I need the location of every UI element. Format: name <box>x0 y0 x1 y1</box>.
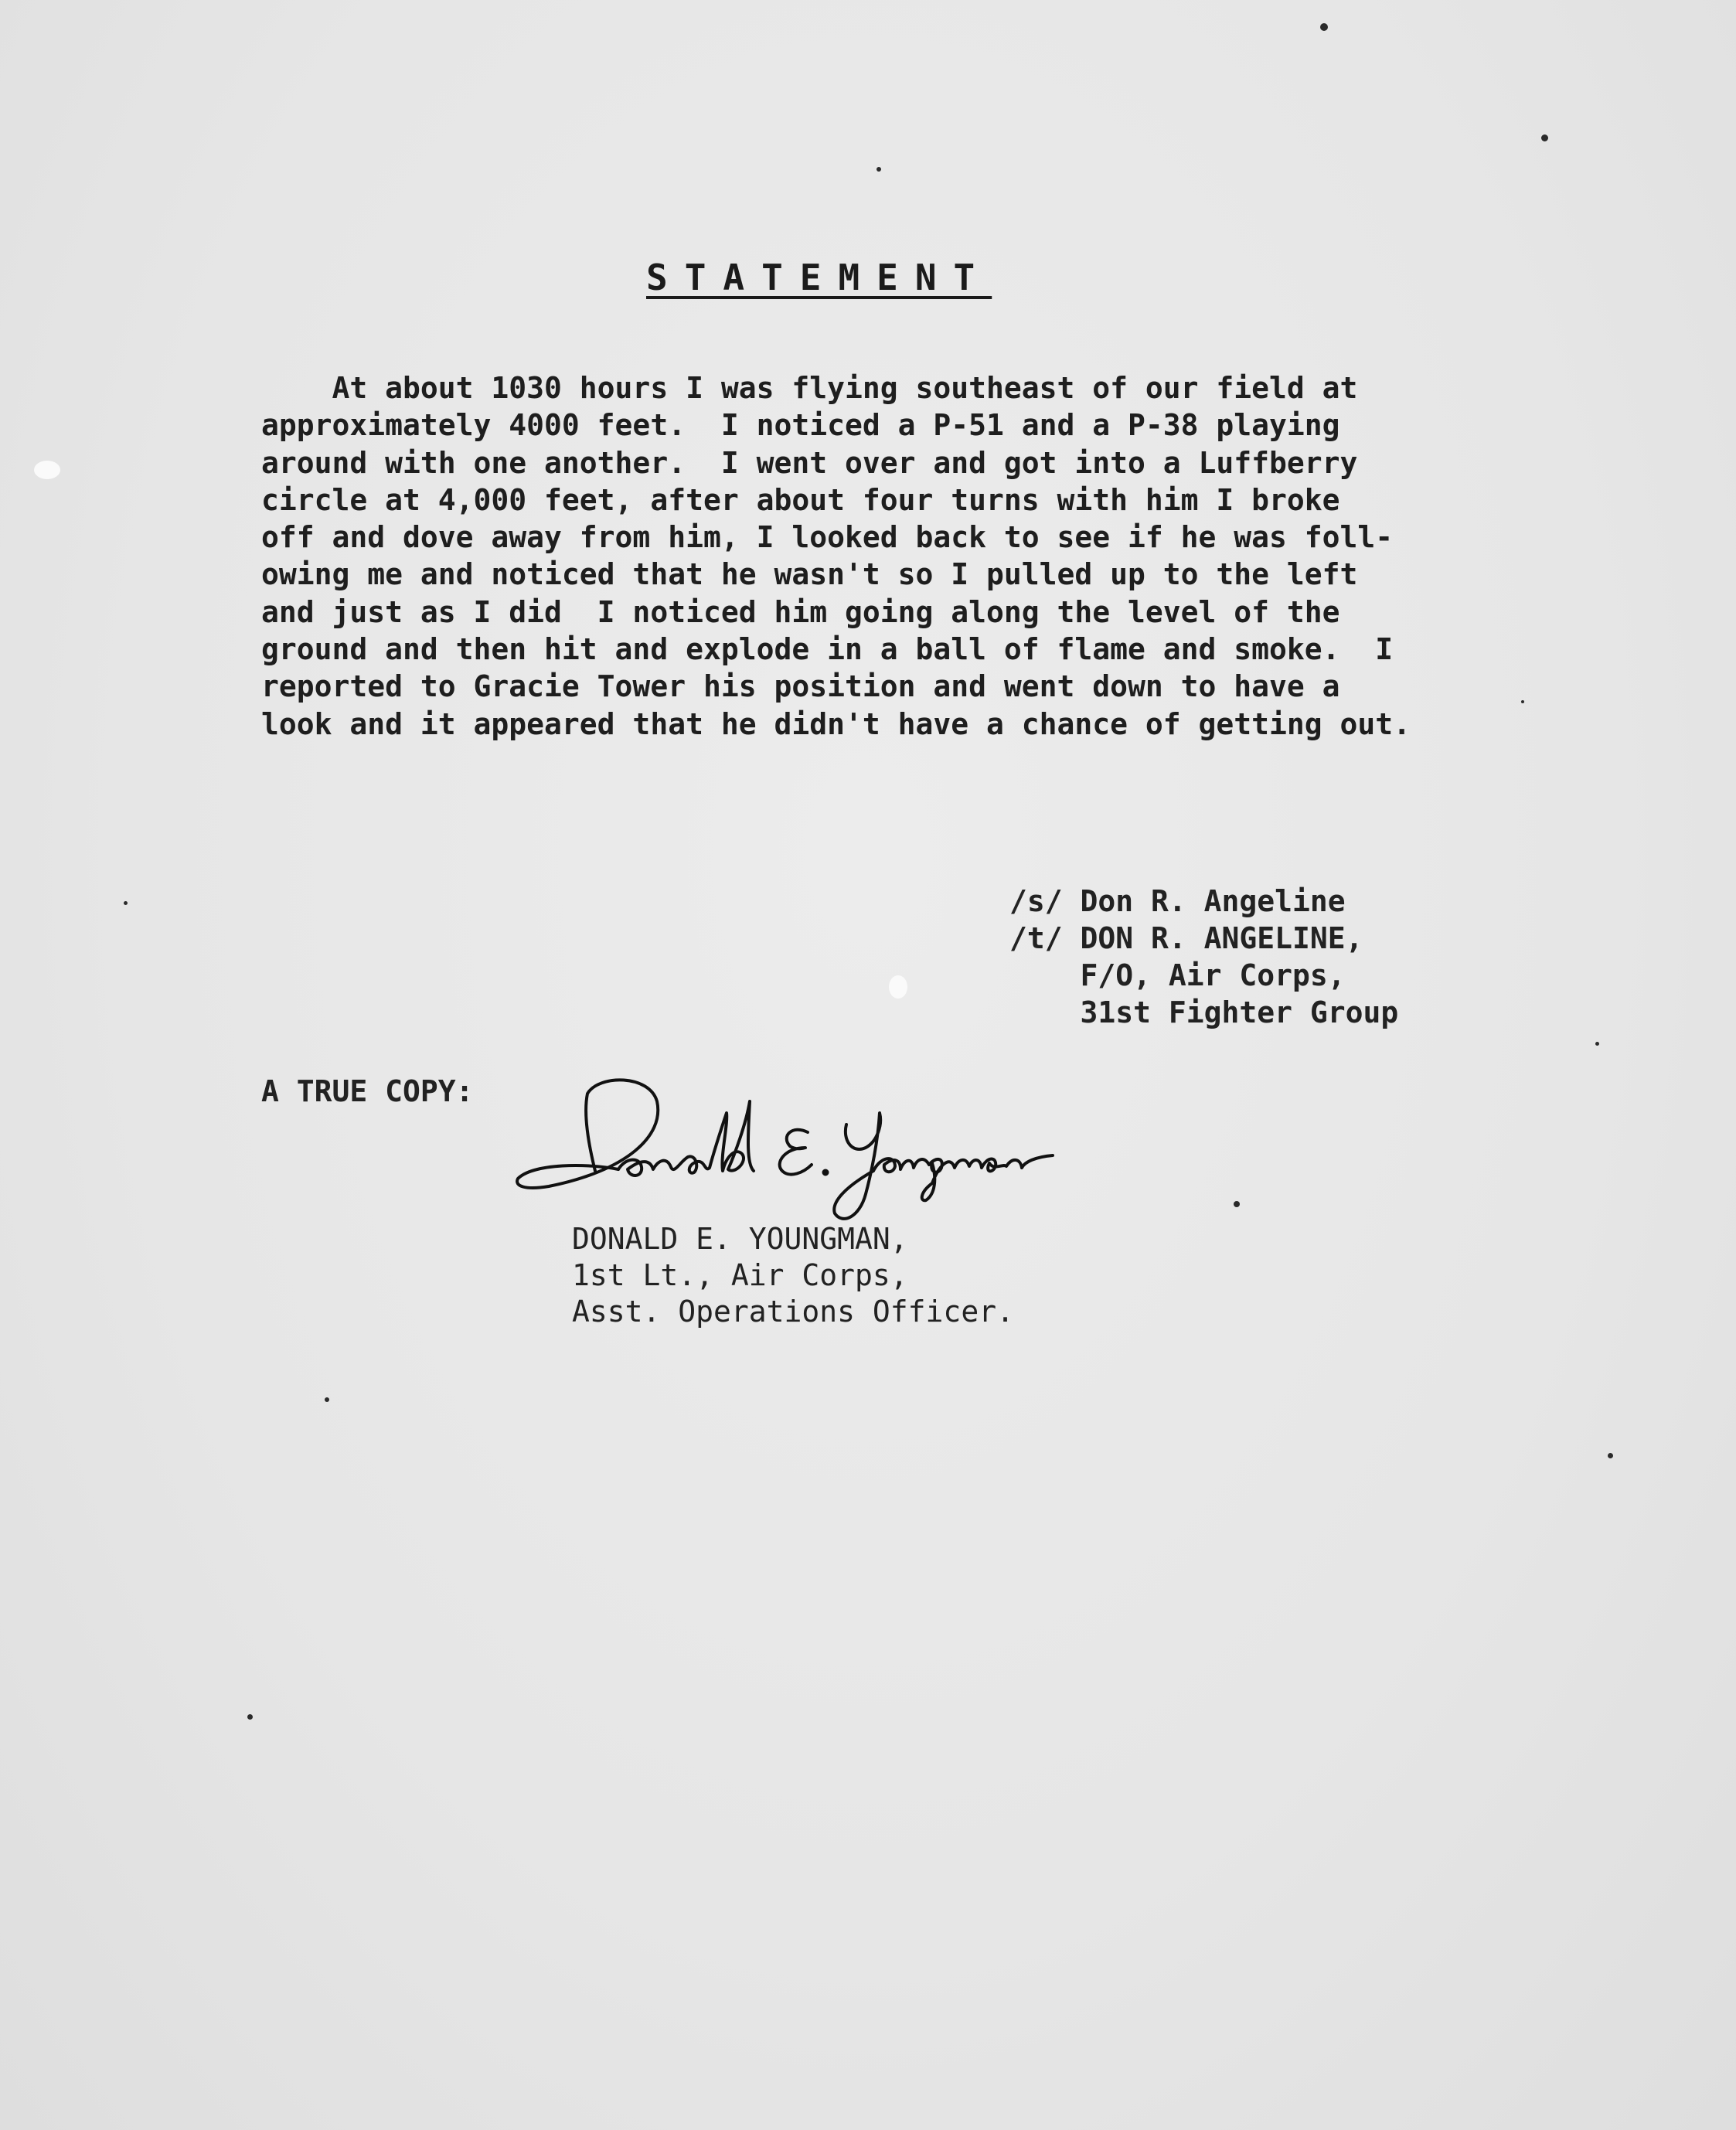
speck-mark <box>1234 1201 1240 1207</box>
body-line: approximately 4000 feet. I noticed a P-51 and a P-38 playing <box>261 408 1340 443</box>
handwritten-signature <box>502 1070 1059 1233</box>
speck-mark <box>1595 1042 1599 1046</box>
speck-mark <box>1608 1453 1613 1458</box>
body-line: off and dove away from him, I looked back to see if he was foll- <box>261 520 1394 555</box>
typed-name-line: /t/ DON R. ANGELINE, <box>1009 921 1363 955</box>
body-line: look and it appeared that he didn't have a chance of getting out. <box>261 706 1411 741</box>
rank-line: F/O, Air Corps, <box>1009 958 1346 992</box>
speck-mark <box>1541 134 1548 141</box>
signed-line: /s/ Don R. Angeline <box>1009 884 1346 918</box>
body-line: owing me and noticed that he wasn't so I pulled up to the left <box>261 557 1358 592</box>
body-line: ground and then hit and explode in a ball of flame and smoke. I <box>261 632 1394 667</box>
certifier-name: DONALD E. YOUNGMAN, <box>572 1222 908 1256</box>
unit-line: 31st Fighter Group <box>1009 995 1399 1029</box>
certifier-block <box>572 1221 1014 1330</box>
body-line: circle at 4,000 feet, after about four turns with him I broke <box>261 482 1340 517</box>
speck-mark <box>877 167 881 172</box>
signature-block <box>1009 883 1398 1031</box>
certifier-rank: 1st Lt., Air Corps, <box>572 1258 908 1292</box>
body-line: around with one another. I went over and got into a Luffberry <box>261 445 1358 480</box>
speck-mark <box>124 901 128 905</box>
body-line: reported to Gracie Tower his position and went down to have a <box>261 669 1340 704</box>
speck-mark <box>325 1397 329 1402</box>
body-line: and just as I did I noticed him going along the level of the <box>261 594 1340 629</box>
certifier-title: Asst. Operations Officer. <box>572 1295 1014 1329</box>
smudge-mark <box>34 461 60 479</box>
document-title: STATEMENT <box>646 257 992 298</box>
smudge-mark <box>889 975 907 999</box>
body-line: At about 1030 hours I was flying southeast of our field at <box>261 371 1358 405</box>
statement-body <box>261 369 1714 743</box>
speck-mark <box>247 1714 253 1720</box>
speck-mark <box>1320 23 1328 31</box>
true-copy-label: A TRUE COPY: <box>261 1074 474 1108</box>
